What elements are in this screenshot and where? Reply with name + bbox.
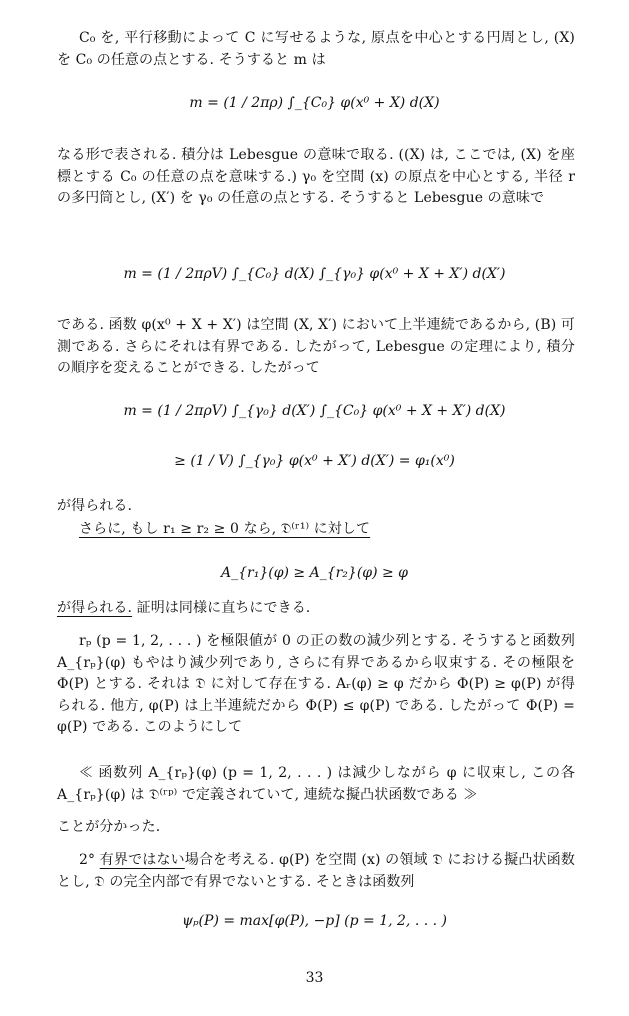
equation-5: ψₚ(P) = max[φ(P), −p] (p = 1, 2, . . . ) <box>181 913 447 929</box>
underlined-premise: さらに, もし r₁ ≥ r₂ ≥ 0 なら, 𝔇⁽ʳ¹⁾ に対して <box>79 521 371 537</box>
paragraph-10 <box>57 850 575 893</box>
paragraph-8: ≪ 函数列 A_{rₚ}(φ) (p = 1, 2, . . . ) は減少しながら φ に収束し, この各 A_{rₚ}(φ) は 𝔇⁽ʳᵖ⁾ で定義されていて, 連続な擬凸状函数である ≫ <box>57 765 575 803</box>
equation-4: A_{r₁}(φ) ≥ A_{r₂}(φ) ≥ φ <box>221 565 408 581</box>
case-number: 2° <box>79 852 100 868</box>
paragraph-9: ことが分かった. <box>57 819 161 835</box>
paragraph-3: である. 函数 φ(x⁰ + X + X′) は空間 (X, X′) において上半連続であるから, (B) 可測である. さらにそれは有界である. したがって, Lebesgue の定理により, 積分の順序を変えることができる. したがって <box>57 317 575 376</box>
equation-3a: m = (1 / 2πρV) ∫_{γ₀} d(X′) ∫_{C₀} φ(x⁰ + X + X′) d(X) <box>123 403 506 419</box>
proof-remark: 証明は同様に直ちにできる. <box>132 600 311 616</box>
equation-3b: ≥ (1 / V) ∫_{γ₀} φ(x⁰ + X′) d(X′) = φ₁(x⁰) <box>174 453 455 469</box>
paragraph-5 <box>57 519 575 541</box>
equation-1: m = (1 / 2πρ) ∫_{C₀} φ(x⁰ + X) d(X) <box>189 95 440 111</box>
paragraph-7: rₚ (p = 1, 2, . . . ) を極限値が 0 の正の数の減少列とする. そうすると函数列 A_{rₚ}(φ) もやはり減少列であり, さらに有界であるから収束する. その極限を Φ(P) とする. それは 𝔇 に対して存在する. Aᵣ(φ) ≥ φ だから Φ(P) ≥ φ(P) が得られる. 他方, φ(P) は上半連続だから Φ(P) ≤ φ(P) である. したがって Φ(P) = φ(P) である. このようにして <box>57 633 575 735</box>
paragraph-4: が得られる. <box>57 498 133 514</box>
paragraph-1: C₀ を, 平行移動によって C に写せるような, 原点を中心とする円周とし, (X) を C₀ の任意の点とする. そうすると m は <box>57 30 575 68</box>
underlined-case: 有界ではない <box>99 852 185 868</box>
underlined-conclusion: が得られる. <box>57 600 133 616</box>
equation-2: m = (1 / 2πρV) ∫_{C₀} d(X) ∫_{γ₀} φ(x⁰ + X + X′) d(X′) <box>123 266 506 282</box>
page-number: 33 <box>305 970 324 986</box>
paragraph-6 <box>57 598 575 620</box>
case-text: 場合を考える. φ(P) を空間 (x) の領域 𝔇 における擬凸状函数とし, 𝔇 の完全内部で有界でないとする. そときは函数列 <box>57 852 575 890</box>
paragraph-2: なる形で表される. 積分は Lebesgue の意味で取る. ((X) は, ここでは, (X) を座標とする C₀ の任意の点を意味する.) γ₀ を空間 (x) の原点を中心とする, 半径 r の多円筒とし, (X′) を γ₀ の任意の点とする. そうすると Lebesgue の意味で <box>57 147 575 206</box>
